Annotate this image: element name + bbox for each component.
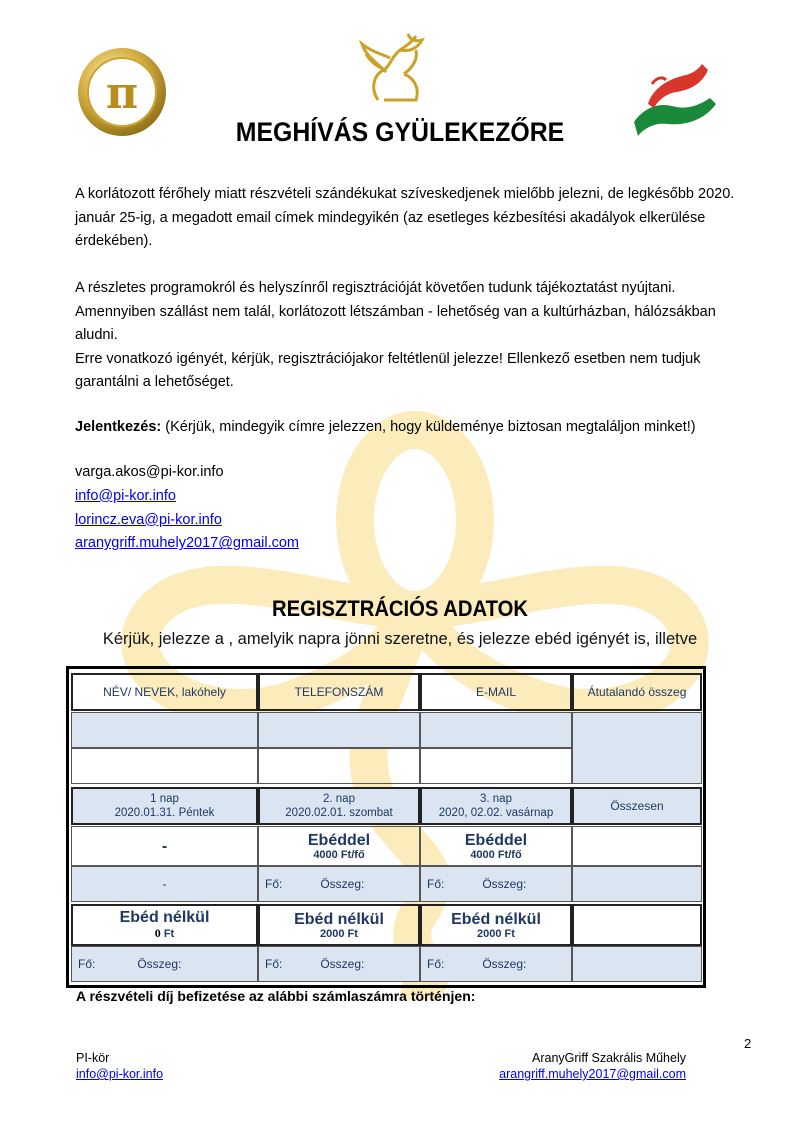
total-header: Összesen [572,787,702,825]
header-email: E-MAIL [420,673,572,711]
without-lunch-price-unit: Ft [160,928,175,940]
intro-paragraph-2 [75,277,735,395]
without-lunch-label: Ebéd nélkül [451,910,541,928]
day-1-date: 2020.01.31. Péntek [114,807,215,819]
day-1-label: 1 nap [150,793,179,805]
email-link-aranygriff[interactable]: aranygriff.muhely2017@gmail.com [75,535,299,552]
fo-label: Fő: [427,957,445,971]
with-lunch-price: 4000 Ft/fő [470,848,522,861]
svg-text:π: π [105,68,139,119]
header-amount: Átutalandó összeg [572,673,702,711]
fo-label: Fő: [427,877,445,891]
footer-left [76,1050,163,1082]
intro-text-deadline: A korlátozott férőhely miatt részvételi szándékukat szíveskedjenek mielőbb jelezni, de legkésőbb 2020. január 25-ig, a megadott email címek mindegyikén (az esetleges kézbesítési akadályok elkerülése érdekében). [75,186,735,250]
header-name: NÉV/ NEVEK, lakóhely [71,673,258,711]
without-lunch-price: 2000 Ft [320,927,358,940]
signup-note: (Kérjük, mindegyik címre jelezzen, hogy küldeménye biztosan megtaláljon minket!) [165,419,696,435]
fo-label: Fő: [265,957,283,971]
email-link-info[interactable]: info@pi-kor.info [75,487,176,504]
footer-left-email[interactable]: info@pi-kor.info [76,1067,164,1081]
payment-instruction: A részvételi díj befizetése az alábbi számlaszámra történjen: [76,988,476,1004]
fo-label: Fő: [78,957,96,971]
day-3-label: 3. nap [480,793,512,805]
footer-right-email[interactable]: arangriff.muhely2017@gmail.com [499,1067,686,1081]
day-2-label: 2. nap [323,793,355,805]
intro-text-accommodation: Amennyiben szállást nem talál, korlátozott létszámban - lehetőség van a kultúrházban, hálózsákban aludni. [75,303,716,344]
osszeg-label: Összeg: [482,957,527,971]
signup-label: Jelentkezés: [75,419,162,435]
osszeg-label: Összeg: [137,957,182,971]
page-number: 2 [744,1036,752,1051]
email-list [75,461,299,556]
footer-right-name: AranyGriff Szakrális Műhely [532,1051,686,1065]
with-lunch-label: Ebéddel [307,831,371,849]
without-lunch-label: Ebéd nélkül [294,910,384,928]
email-varga: varga.akos@pi-kor.info [75,464,224,480]
footer-left-name: PI-kör [76,1051,110,1065]
footer-right [499,1050,686,1082]
day-1-lunch-dash: - [71,826,258,866]
header-phone: TELEFONSZÁM [258,673,420,711]
email-link-lorincz[interactable]: lorincz.eva@pi-kor.info [75,511,222,528]
without-lunch-price-num: 0 [154,926,161,940]
without-lunch-label: Ebéd nélkül [119,909,210,926]
day-2-date: 2020.02.01. szombat [285,807,393,819]
with-lunch-price: 4000 Ft/fő [313,848,365,861]
intro-text-request: Erre vonatkozó igényét, kérjük, regisztrációjakor feltétlenül jelezze! Ellenkező esetben nem tudjuk garantálni a lehetőséget. [75,350,701,391]
intro-text-program: A részletes programokról és helyszínről regisztrációját követően tudunk tájékoztatást nyújtani. [75,280,676,296]
with-lunch-label: Ebéddel [464,831,528,849]
osszeg-label: Összeg: [320,957,365,971]
page-title: MEGHÍVÁS GYÜLEKEZŐRE [235,117,565,147]
registration-table [66,666,706,988]
registration-subtitle: Kérjük, jelezze a , amelyik napra jönni szeretne, és jelezze ebéd igényét is, illetve [102,630,698,648]
signup-line [75,416,735,440]
day-1-count-dash: - [71,866,258,902]
registration-title: REGISZTRÁCIÓS ADATOK [271,596,528,621]
griffin-logo [356,28,436,104]
osszeg-label: Összeg: [320,877,365,891]
day-3-date: 2020, 02.02. vasárnap [438,807,554,819]
without-lunch-price: 2000 Ft [477,927,515,940]
fo-label: Fő: [265,877,283,891]
intro-paragraph-1 [75,183,735,254]
osszeg-label: Összeg: [482,877,527,891]
